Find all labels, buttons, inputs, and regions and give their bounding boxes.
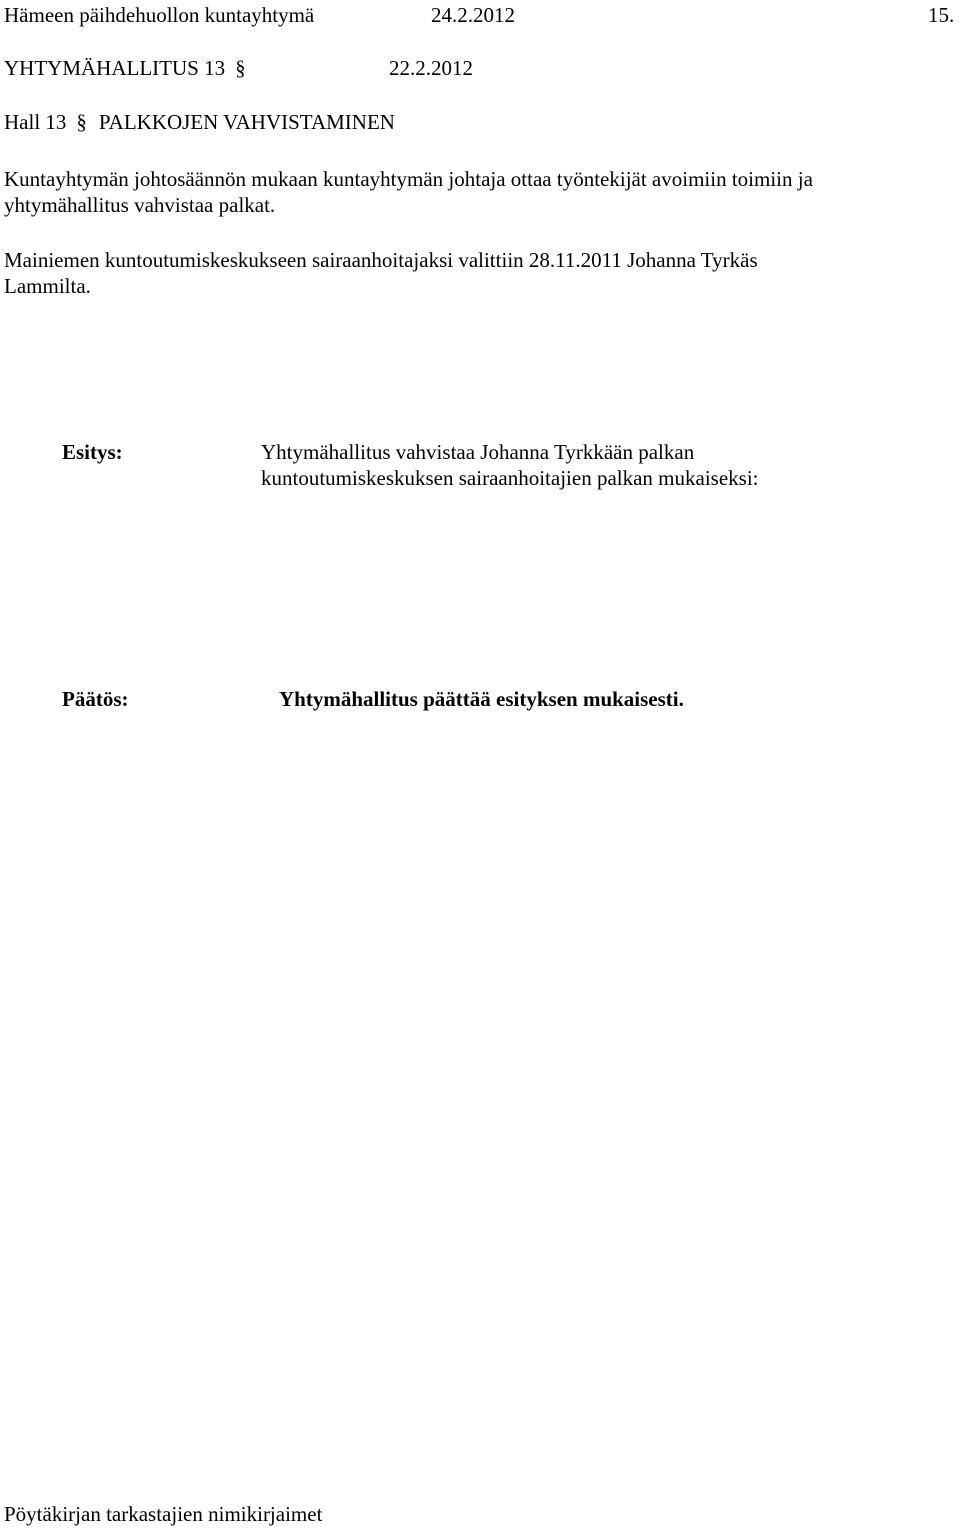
section-sign: § <box>235 56 246 80</box>
section-sign: § <box>76 110 87 134</box>
meeting-body: YHTYMÄHALLITUS 13 <box>4 56 226 80</box>
organization-name: Hämeen päihdehuollon kuntayhtymä <box>4 3 315 27</box>
decision-label: Päätös: <box>62 687 129 711</box>
item-title: PALKKOJEN VAHVISTAMINEN <box>98 110 395 134</box>
paragraph-1-line-2: yhtymähallitus vahvistaa palkat. <box>4 193 276 217</box>
item-prefix: Hall 13 <box>4 110 67 134</box>
paragraph-1-line-1: Kuntayhtymän johtosäännön mukaan kuntayhtymän johtaja ottaa työntekijät avoimiin toimiin ja <box>4 167 813 191</box>
meeting-heading <box>4 55 258 81</box>
footer-signatures: Pöytäkirjan tarkastajien nimikirjaimet <box>4 1502 323 1526</box>
paragraph-2-line-1: Mainiemen kuntoutumiskeskukseen sairaanhoitajaksi valittiin 28.11.2011 Johanna Tyrkäs <box>4 248 758 272</box>
item-heading <box>4 109 395 135</box>
meeting-date: 22.2.2012 <box>389 56 473 80</box>
decision-text: Yhtymähallitus päättää esityksen mukaisesti. <box>279 687 684 711</box>
paragraph-2-line-2: Lammilta. <box>4 274 91 298</box>
proposal-label: Esitys: <box>62 440 123 464</box>
page-number: 15. <box>928 3 955 27</box>
proposal-line-2: kuntoutumiskeskuksen sairaanhoitajien palkan mukaiseksi: <box>261 466 759 490</box>
document-date: 24.2.2012 <box>431 3 515 27</box>
proposal-line-1: Yhtymähallitus vahvistaa Johanna Tyrkkään palkan <box>261 440 695 464</box>
